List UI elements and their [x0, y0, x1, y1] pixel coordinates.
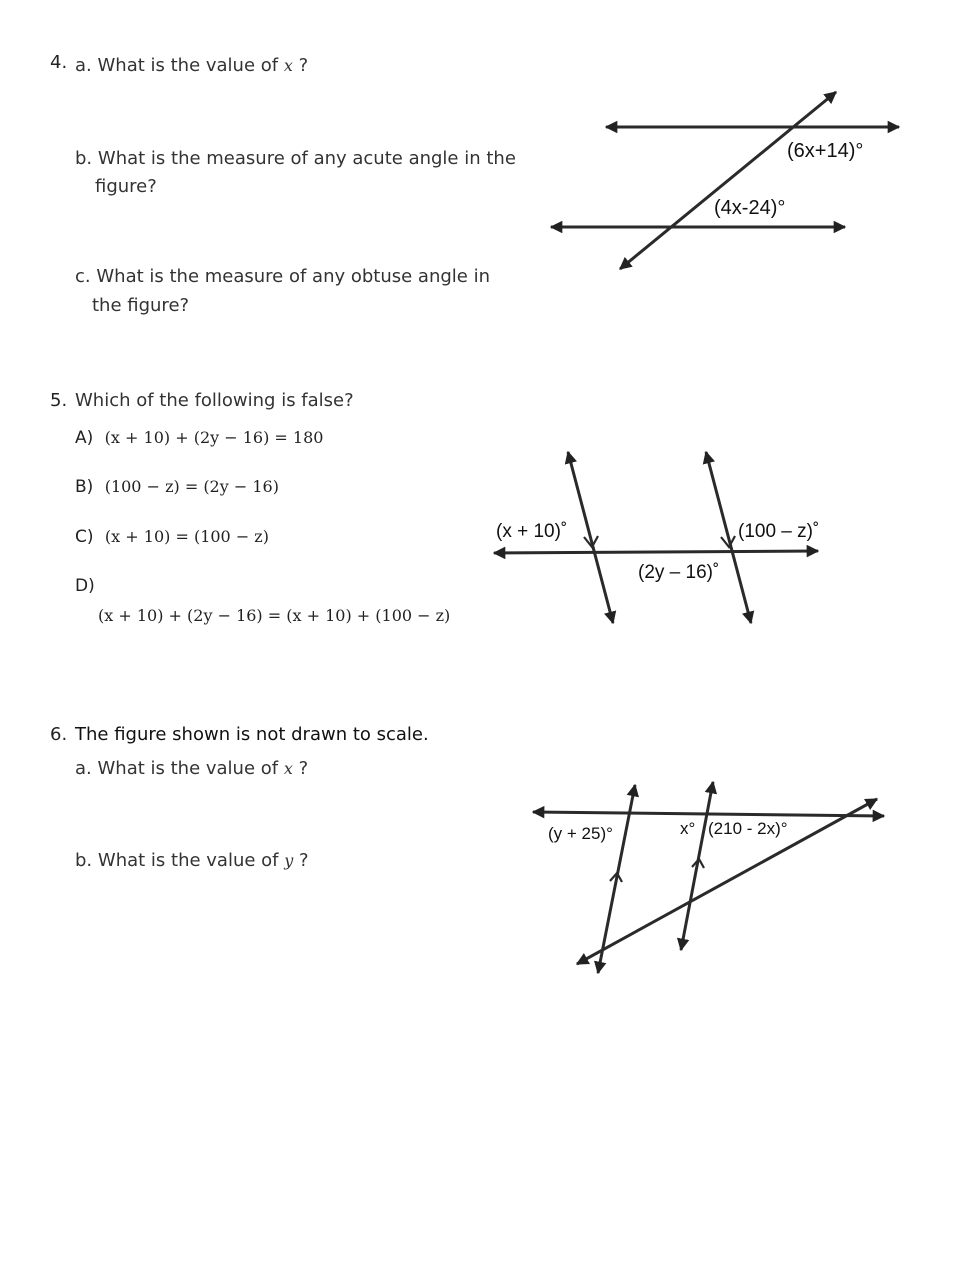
option-letter: A)	[75, 428, 94, 448]
q6a-text: What is the value of	[97, 758, 279, 779]
q6-label-right: (210 - 2x)°	[708, 819, 788, 838]
q6-parallel-marks	[610, 859, 704, 882]
q6-title: The figure shown is not drawn to scale.	[75, 724, 429, 745]
q6b-prefix: b.	[75, 850, 93, 871]
q5-parallel-marks	[584, 536, 735, 547]
q6-transversal-right	[681, 782, 713, 950]
q6a-prefix: a.	[75, 758, 92, 779]
q4a-prefix: a.	[75, 55, 92, 76]
q4-number: 4.	[50, 52, 68, 73]
q4c-text: What is the measure of any obtuse angle in	[96, 266, 490, 287]
q4-figure	[551, 92, 899, 269]
q4b-question-line2: figure?	[95, 176, 157, 197]
q5-option-d-letter: D)	[75, 576, 95, 596]
q5-label-middle: (2y – 16)˚	[638, 562, 720, 583]
q4a-end: ?	[298, 55, 309, 76]
q6-label-left: (y + 25)°	[548, 824, 613, 843]
q5-label-left: (x + 10)˚	[496, 521, 568, 542]
option-expression: (x + 10) + (2y − 16) = 180	[104, 428, 324, 447]
q4c-prefix: c.	[75, 266, 91, 287]
q6b-variable: y	[284, 851, 294, 870]
q5-prompt: Which of the following is false?	[75, 390, 354, 411]
q4-label-bottom: (4x-24)°	[714, 197, 786, 219]
q4b-prefix: b.	[75, 148, 93, 169]
q6-label-x: x°	[680, 819, 696, 838]
q6b-end: ?	[299, 850, 309, 871]
q6-figure	[533, 782, 884, 973]
q4b-text: What is the measure of any acute angle in the	[97, 148, 516, 169]
q4a-variable: x	[283, 56, 293, 75]
option-expression: (100 − z) = (2y − 16)	[104, 477, 279, 496]
q5-option-d-expression: (x + 10) + (2y − 16) = (x + 10) + (100 − z)	[98, 606, 451, 625]
option-letter: B)	[75, 477, 94, 497]
q4-transversal	[620, 92, 836, 269]
q4a-text: What is the value of	[97, 55, 279, 76]
q6a-variable: x	[283, 759, 293, 778]
q6-number: 6.	[50, 724, 68, 745]
q6a-end: ?	[298, 758, 309, 779]
q5-transversal-left	[568, 452, 613, 623]
option-expression: (x + 10) = (100 − z)	[104, 527, 269, 546]
q6b-text: What is the value of	[97, 850, 279, 871]
q4c-question-line2: the figure?	[92, 295, 190, 316]
option-letter: C)	[75, 527, 94, 547]
q4-label-top: (6x+14)°	[787, 140, 864, 162]
q5-horizontal-line	[494, 551, 818, 553]
q5-number: 5.	[50, 390, 68, 411]
q5-label-right: (100 – z)˚	[738, 521, 820, 542]
